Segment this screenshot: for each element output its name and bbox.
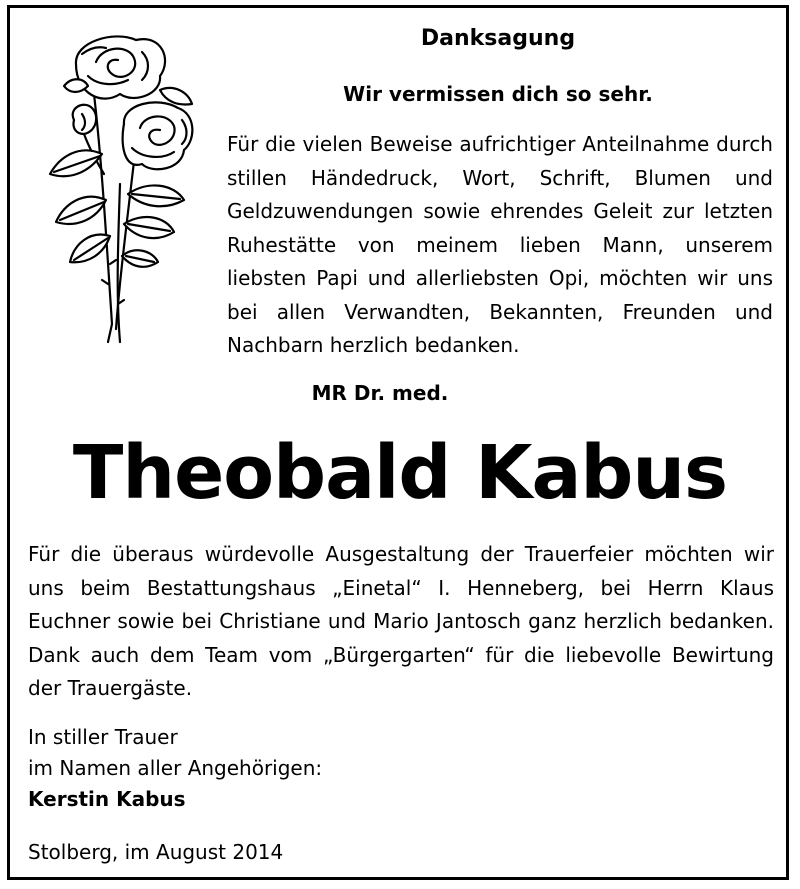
closing-line-2: im Namen aller Angehörigen:	[28, 756, 323, 780]
subheading: Wir vermissen dich so sehr.	[343, 82, 653, 106]
intro-paragraph: Für die vielen Beweise aufrichtiger Anteilnahme durch stillen Händedruck, Wort, Schrift, Blumen und Geldzuwendungen sowie ehrendes Geleit zur letzten Ruhestätte von meinem lieben Mann, unserem liebsten Papi und allerliebsten Opi, möchten wir uns bei allen Verwandten, Bekannten, Freunden und Nachbarn herzlich bedanken.	[227, 132, 773, 357]
heading: Danksagung	[420, 26, 576, 51]
name-prefix: MR Dr. med.	[311, 381, 449, 405]
closing-block	[28, 722, 528, 815]
signer-name: Kerstin Kabus	[28, 787, 186, 811]
closing-line-1: In stiller Trauer	[28, 725, 178, 749]
thanks-paragraph: Für die überaus würdevolle Ausgestaltung der Trauerfeier möchten wir uns beim Bestattungshaus „Einetal“ I. Henneberg, bei Herrn Klaus Euchner sowie bei Christiane und Mario Jantosch ganz herzlich bedanken. Dank auch dem Team vom „Bürgergarten“ für die liebevolle Bewirtung der Trauergäste.	[28, 542, 774, 700]
place-date: Stolberg, im August 2014	[28, 840, 284, 864]
deceased-name: Theobald Kabus	[72, 430, 728, 516]
rose-bouquet-icon	[24, 24, 224, 354]
